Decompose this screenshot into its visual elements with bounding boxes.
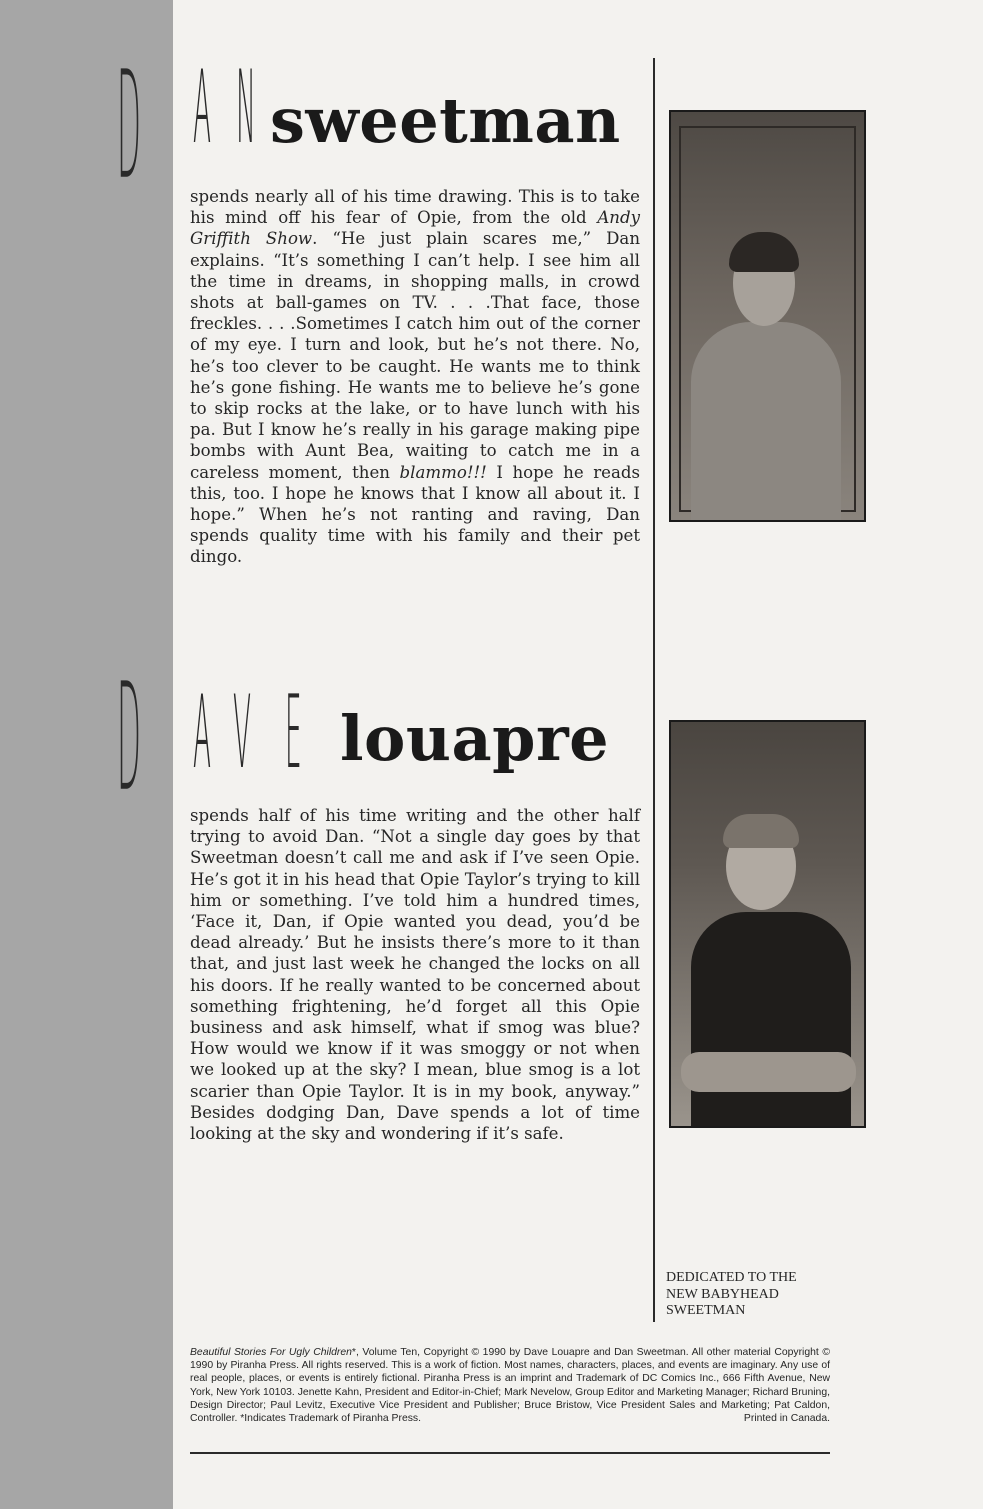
dan-surname: sweetman [270, 84, 621, 157]
copyright-credits: Beautiful Stories For Ugly Children*, Volume Ten, Copyright © 1990 by Dave Louapre and Dan Sweetman. All other material Copyright © 1990 by Piranha Press. All rights reserved. This is a work of fiction. Most names, characters, places, and events are imaginary. Any use of real people, places, or events is entirely fictional. Piranha Press is an imprint and Trademark of DC Comics Inc., 666 Fifth Avenue, New York, New York 10103. Jenette Kahn, President and Editor-in-Chief; Mark Nevelow, Group Editor and Marketing Manager; Richard Bruning, Design Director; Paul Levitz, Executive Vice President and Publisher; Bruce Bristow, Vice President Sales and Marketing; Pat Caldon, Controller. *Indicates Trademark of Piranha Press. Printed in Canada. [190, 1347, 830, 1425]
dave-surname: louapre [340, 702, 610, 775]
dan-initial-d: D [117, 37, 141, 213]
dave-letter-a: A [193, 674, 212, 793]
dan-letter-n: N [236, 49, 256, 168]
dave-bio: spends half of his time writing and the other half trying to avoid Dan. “Not a single day goes by that Sweetman doesn’t call me and ask if I’ve seen Opie. He’s got it in his head that Opie Taylor’s trying to kill him or something. I’ve told him a hundred times, ‘Face it, Dan, if Opie wanted you dead, you’d be dead already.’ But he insists there’s more to it than that, and just last week he changed the locks on all his doors. If he really wanted to be concerned about something frightening, he’d forget all this Opie business and ask himself, what if smog was blue? How would we know if it was smoggy or not when we looked up at the sky? I mean, blue smog is a lot scarier than Opie Taylor. It is in my book, anyway.” Besides dodging Dan, Dave spends a lot of time looking at the sky and wondering if it’s safe. [190, 806, 640, 1144]
dave-letter-v: V [233, 674, 252, 793]
dedication: DEDICATED TO THE NEW BABYHEAD SWEETMAN [666, 1270, 797, 1318]
dave-photo [669, 720, 866, 1128]
dan-letter-a: A [193, 49, 212, 168]
dave-letter-e: E [285, 674, 302, 793]
dave-initial-d: D [117, 649, 141, 825]
dan-bio: spends nearly all of his time drawing. This is to take his mind off his fear of Opie, from the old Andy Griffith Show. “He just plain scares me,” Dan explains. “It’s something I can’t help. I see him all the time in dreams, in shopping malls, in crowd shots at ball-games on TV. . . .That face, those freckles. . . .Sometimes I catch him out of the corner of my eye. I turn and look, but he’s not there. No, he’s too clever to be caught. He wants me to think he’s gone fishing. He wants me to believe he’s gone to skip rocks at the lake, or to have lunch with his pa. But I know he’s really in his garage making pipe bombs with Aunt Bea, waiting to catch me in a careless moment, then blammo!!! I hope he reads this, too. I hope he knows that I know all about it. I hope.” When he’s not ranting and raving, Dan spends quality time with his family and their pet dingo. [190, 187, 641, 567]
footer-rule [190, 1452, 830, 1454]
dan-photo [669, 110, 866, 522]
printed-in: Printed in Canada. [743, 1413, 830, 1425]
grey-sidebar [0, 0, 173, 1509]
column-divider [653, 58, 655, 1322]
